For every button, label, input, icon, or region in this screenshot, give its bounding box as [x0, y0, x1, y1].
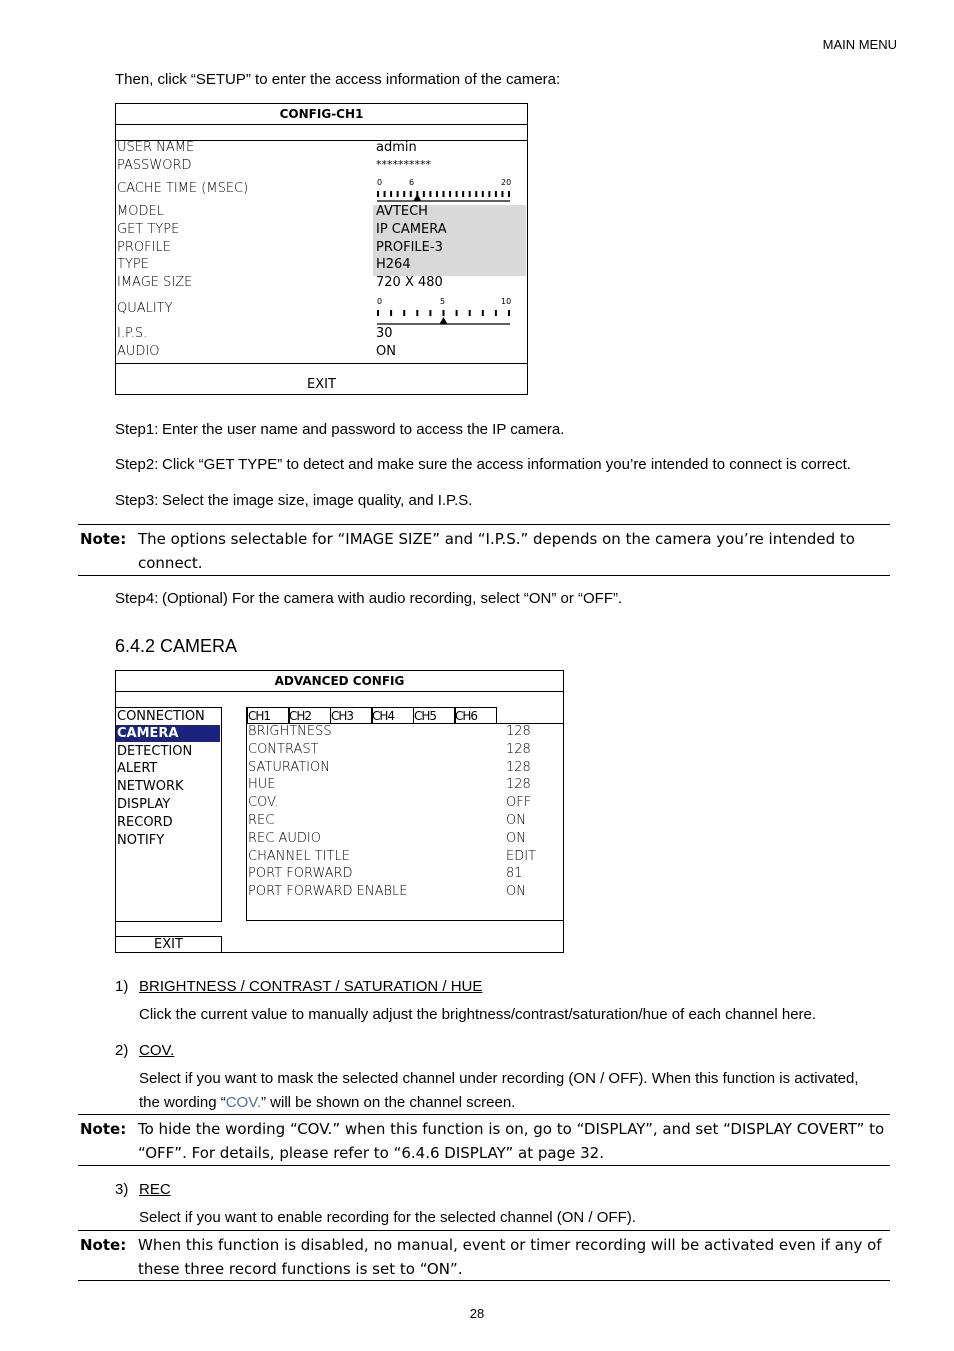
tab-ch3[interactable]: CH3: [330, 707, 373, 724]
note-label: Note:: [80, 1120, 127, 1138]
advanced-config-panel: [115, 670, 564, 953]
tab-ch2[interactable]: CH2: [288, 707, 331, 724]
step-3: [115, 492, 472, 509]
setting-label-brightness: BRIGHTNESS: [248, 724, 332, 739]
step-text: Select the image size, image quality, and I.P.S.: [162, 492, 473, 509]
config-value-image-size[interactable]: 720 X 480: [376, 275, 443, 290]
menu-item-detection[interactable]: DETECTION: [117, 744, 193, 759]
cache-slider-ticks: [378, 191, 509, 197]
exit-button[interactable]: EXIT: [116, 936, 222, 953]
intro-text: Then, click “SETUP” to enter the access information of the camera:: [115, 71, 561, 88]
setting-label-channel-title: CHANNEL TITLE: [248, 849, 350, 864]
config-label-cache-time: CACHE TIME (MSEC): [117, 181, 249, 196]
item-2-description-line1: Select if you want to mask the selected channel under recording (ON / OFF). When this function is activated,: [139, 1070, 859, 1087]
config-label-ips: I.P.S.: [117, 326, 148, 341]
step-number: Step1:: [115, 421, 159, 438]
config-label-profile: PROFILE: [117, 240, 171, 255]
item-title: BRIGHTNESS / CONTRAST / SATURATION / HUE: [139, 978, 483, 995]
setting-value-saturation[interactable]: 128: [506, 760, 531, 775]
setting-value-brightness[interactable]: 128: [506, 724, 531, 739]
step-4: [115, 590, 622, 607]
setting-label-contrast: CONTRAST: [248, 742, 319, 757]
exit-button[interactable]: EXIT: [307, 377, 336, 392]
item-3-description: Select if you want to enable recording for the selected channel (ON / OFF).: [139, 1209, 636, 1226]
item-3-heading: [115, 1181, 171, 1198]
setting-value-rec[interactable]: ON: [506, 813, 526, 828]
quality-slider-knob[interactable]: [440, 317, 448, 324]
config-label-user-name: USER NAME: [117, 140, 195, 155]
menu-item-notify[interactable]: NOTIFY: [117, 833, 165, 848]
tab-ch6[interactable]: CH6: [454, 707, 497, 724]
step-2: [115, 456, 851, 473]
item-title: REC: [139, 1181, 171, 1198]
menu-item-connection[interactable]: CONNECTION: [117, 709, 205, 724]
setting-label-port-forward: PORT FORWARD: [248, 866, 353, 881]
note-rec: [78, 1230, 890, 1281]
config-label-type: TYPE: [117, 257, 149, 272]
config-label-audio: AUDIO: [117, 344, 160, 359]
camera-settings-panel: [246, 707, 564, 921]
config-value-type: H264: [376, 257, 411, 272]
config-label-model: MODEL: [117, 204, 164, 219]
config-title: CONFIG-CH1: [116, 104, 527, 125]
item-number: 1): [115, 978, 129, 995]
menu-item-network[interactable]: NETWORK: [117, 779, 184, 794]
desc-text: the wording “: [139, 1094, 226, 1111]
config-value-audio[interactable]: ON: [376, 344, 396, 359]
setting-label-rec-audio: REC AUDIO: [248, 831, 321, 846]
setting-value-contrast[interactable]: 128: [506, 742, 531, 757]
step-number: Step4:: [115, 590, 159, 607]
config-label-quality: QUALITY: [117, 301, 173, 316]
tab-ch4[interactable]: CH4: [371, 707, 414, 724]
config-value-ips[interactable]: 30: [376, 326, 393, 341]
note-label: Note:: [80, 1236, 127, 1254]
tab-ch5[interactable]: CH5: [413, 707, 456, 724]
setting-label-rec: REC: [248, 813, 275, 828]
step-text: Click “GET TYPE” to detect and make sure the access information you’re intended to connect is correct.: [162, 456, 851, 473]
cache-slider-mid: 6: [409, 178, 415, 187]
cache-slider-min: 0: [377, 178, 383, 187]
setting-value-port-forward-enable[interactable]: ON: [506, 884, 526, 899]
config-label-password: PASSWORD: [117, 158, 192, 173]
note-text: To hide the wording “COV.” when this function is on, go to “DISPLAY”, and set “DISPLAY COVERT” to “OFF”. For details, please refer to “6.4.6 DISPLAY” at page 32.: [138, 1120, 885, 1162]
item-number: 2): [115, 1042, 129, 1059]
quality-slider-mid: 5: [440, 297, 446, 306]
setting-label-saturation: SATURATION: [248, 760, 330, 775]
note-cov: [78, 1114, 890, 1166]
note-label: Note:: [80, 530, 127, 548]
setting-value-channel-title[interactable]: EDIT: [506, 849, 536, 864]
section-heading: 6.4.2 CAMERA: [115, 636, 238, 656]
cache-slider-knob[interactable]: [413, 194, 421, 201]
item-1-heading: [115, 978, 482, 995]
step-number: Step2:: [115, 456, 159, 473]
config-value-password[interactable]: **********: [376, 158, 431, 171]
divider: [116, 363, 527, 364]
quality-slider-min: 0: [377, 297, 383, 306]
config-label-image-size: IMAGE SIZE: [117, 275, 193, 290]
menu-item-camera[interactable]: CAMERA: [116, 725, 220, 742]
note-image-size: [78, 524, 890, 576]
step-number: Step3:: [115, 492, 159, 509]
page-number: 28: [469, 1306, 485, 1321]
setting-value-cov[interactable]: OFF: [506, 795, 532, 810]
cache-slider-max: 20: [501, 178, 512, 187]
step-text: Enter the user name and password to access the IP camera.: [162, 421, 565, 438]
menu-item-display[interactable]: DISPLAY: [117, 797, 171, 812]
quality-slider-max: 10: [501, 297, 512, 306]
setting-label-hue: HUE: [248, 777, 276, 792]
tab-ch1[interactable]: CH1: [247, 707, 290, 724]
quality-slider-ticks: [378, 310, 509, 316]
config-value-user-name[interactable]: admin: [376, 140, 417, 155]
item-number: 3): [115, 1181, 129, 1198]
config-ch1-panel: [115, 103, 528, 395]
setting-label-cov: COV.: [248, 795, 279, 810]
setting-label-port-forward-enable: PORT FORWARD ENABLE: [248, 884, 408, 899]
config-value-profile: PROFILE-3: [376, 240, 443, 255]
note-text: The options selectable for “IMAGE SIZE” and “I.P.S.” depends on the camera you’re intended to connect.: [138, 530, 855, 572]
cov-wording: COV.: [225, 1094, 262, 1111]
desc-text: ” will be shown on the channel screen.: [261, 1094, 516, 1111]
setting-value-port-forward[interactable]: 81: [506, 866, 523, 881]
cache-time-slider[interactable]: [374, 177, 514, 203]
note-text: When this function is disabled, no manual, event or timer recording will be activated even if any of these three record functions is set to “ON”.: [138, 1236, 882, 1278]
config-label-get-type: GET TYPE: [117, 222, 180, 237]
step-text: (Optional) For the camera with audio recording, select “ON” or “OFF”.: [162, 590, 623, 607]
advanced-title: ADVANCED CONFIG: [116, 671, 563, 692]
menu-item-record[interactable]: RECORD: [117, 815, 173, 830]
config-value-get-type[interactable]: IP CAMERA: [376, 222, 447, 237]
setting-value-rec-audio[interactable]: ON: [506, 831, 526, 846]
setting-value-hue[interactable]: 128: [506, 777, 531, 792]
running-header: MAIN MENU: [822, 37, 897, 52]
menu-item-alert[interactable]: ALERT: [117, 761, 158, 776]
item-2-description-line2: [139, 1091, 515, 1115]
item-1-description: Click the current value to manually adjust the brightness/contrast/saturation/hue of each channel here.: [139, 1006, 817, 1023]
step-1: [115, 421, 564, 438]
quality-slider[interactable]: [374, 296, 514, 326]
item-2-heading: [115, 1042, 174, 1059]
advanced-menu: [116, 707, 222, 922]
config-value-model: AVTECH: [376, 204, 428, 219]
item-title: COV.: [139, 1042, 175, 1059]
